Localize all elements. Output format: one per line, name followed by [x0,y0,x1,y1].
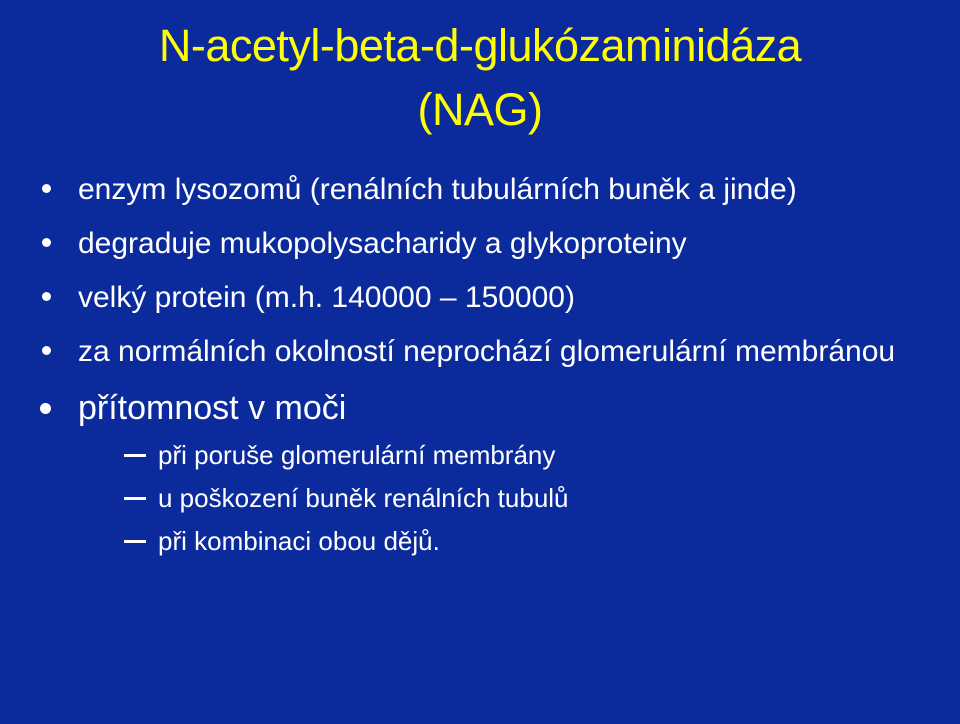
slide-title: N-acetyl-beta-d-glukózaminidáza (NAG) [158,20,802,135]
sub-bullet-item [78,520,940,563]
bullet-text: přítomnost v moči [78,389,347,427]
sub-bullet-item [78,434,940,477]
bullet-item [40,166,940,214]
bullet-dot-icon [42,346,51,355]
sub-bullet-text: u poškození buněk renálních tubulů [158,483,569,513]
sub-bullet-text: při poruše glomerulární membrány [158,440,556,470]
bullet-text: za normálních okolností neprochází glomerulární membránou [78,335,896,368]
dash-icon [124,497,146,500]
bullet-text: degraduje mukopolysacharidy a glykoproteiny [78,227,687,260]
dash-icon [124,454,146,457]
bullet-text: enzym lysozomů (renálních tubulárních buněk a jinde) [78,173,797,206]
bullet-dot-icon [42,238,51,247]
bullet-dot-icon [40,403,51,414]
bullet-list [40,166,940,563]
bullet-text: velký protein (m.h. 140000 – 150000) [78,281,575,314]
bullet-item [40,382,940,563]
sub-bullet-list [78,434,940,563]
bullet-item [40,328,940,376]
bullet-item [40,220,940,268]
bullet-dot-icon [42,184,51,193]
sub-bullet-text: při kombinaci obou dějů. [158,526,440,556]
dash-icon [124,540,146,543]
bullet-item [40,274,940,322]
bullet-dot-icon [42,292,51,301]
sub-bullet-item [78,477,940,520]
